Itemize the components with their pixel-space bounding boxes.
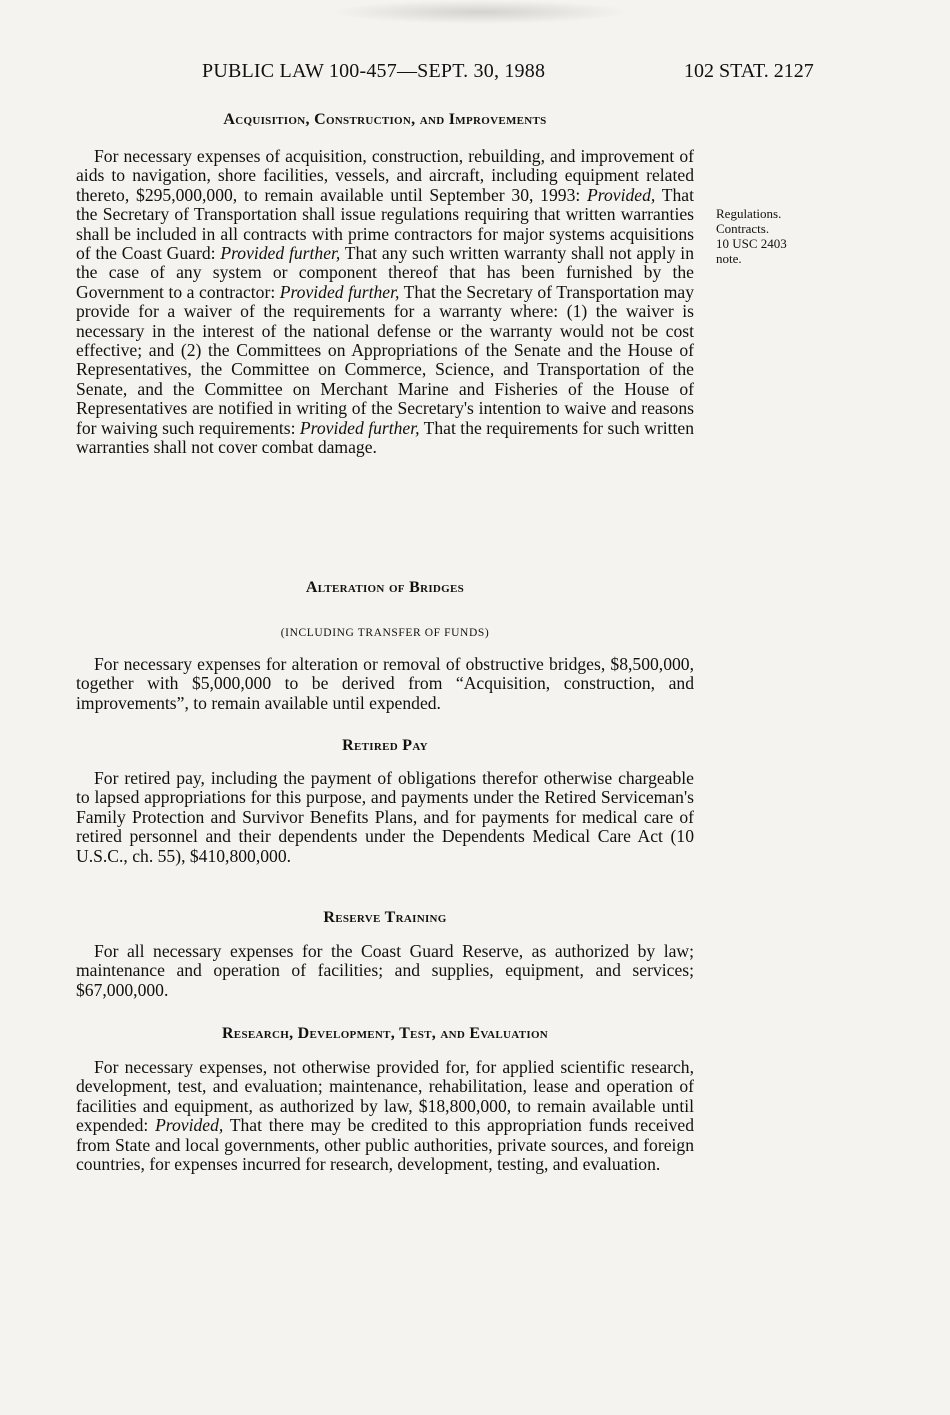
text-run: That there may be credited to this appropriation funds received from State and local governments, other public authorities, private sources, and foreign countries, for expenses incurred for research, development, testing, and evaluation. (76, 1115, 695, 1175)
text-run: That the requirements for such written warranties shall not cover combat damage. (76, 417, 694, 458)
section-retired-pay-body (76, 769, 694, 866)
section-bridges (76, 578, 694, 597)
text-run: That the Secretary of Transportation may provide for a waiver of the requirements for a warranty where: (1) the waiver is necessary in the interest of the national defense or the warranty would not be cost effective; and (2) the Committees on Appropriations of the Senate and the House of Representatives, the Committee on Commerce, Science, and Transportation of the Senate, and the Committee on Merchant Marine and Fisheries of the House of Representatives are notified in writing of the Secretary's intention to waive and reasons for waiving such requirements: (76, 281, 694, 438)
section-heading: Reserve Training (323, 909, 447, 926)
section-reserve-training (76, 908, 694, 927)
margin-note (716, 206, 836, 266)
page-header (0, 60, 950, 90)
margin-note-line: Contracts. (716, 221, 770, 236)
section-acquisition (76, 110, 694, 129)
section-retired-pay (76, 736, 694, 755)
section-reserve-training-body (76, 942, 694, 1000)
paragraph: For retired pay, including the payment of obligations therefor otherwise chargeable to lapsed appropriations for this purpose, and payments under the Retired Serviceman's Family Protection and Survivor Benefits Plans, and for payments for medical care of retired personnel and their dependents under the Dependents Medical Care Act (10 U.S.C., ch. 55), $410,800,000. (76, 768, 694, 866)
text-run: For necessary expenses of acquisition, construction, rebuilding, and improvement of aids to navigation, shore facilities, vessels, and aircraft, including equipment related thereto, $295,000,000, to remain available until September 30, 1993: (76, 146, 694, 205)
italic-run: Provided, (155, 1115, 224, 1136)
paragraph (76, 1058, 694, 1174)
section-heading: Alteration of Bridges (305, 579, 465, 596)
text-run: That the Secretary of Transportation shall issue regulations requiring that written warranties shall be included in all contracts with prime contractors for major systems acquisitions of the Coast Guard: (76, 184, 694, 264)
section-bridges-sub (76, 624, 694, 643)
margin-note-line: 10 USC 2403 (716, 236, 787, 251)
paragraph: For all necessary expenses for the Coast Guard Reserve, as authorized by law; maintenance and operation of facilities; and supplies, equipment, and services; $67,000,000. (76, 941, 694, 1000)
section-bridges-body (76, 655, 694, 713)
margin-note-line: note. (716, 251, 742, 266)
header-title: PUBLIC LAW 100-457—SEPT. 30, 1988 (202, 60, 546, 82)
header-page-number: 102 STAT. 2127 (684, 60, 814, 82)
italic-run: Provided further, (299, 417, 420, 438)
margin-note-line: Regulations. (716, 206, 782, 221)
italic-run: Provided further, (279, 281, 400, 302)
section-subheading: (INCLUDING TRANSFER OF FUNDS) (280, 627, 490, 639)
section-heading: Retired Pay (342, 737, 428, 754)
text-run: For necessary expenses, not otherwise provided for, for applied scientific research, development, test, and evaluation; maintenance, rehabilitation, lease and operation of facilities and equipment, as authorized by law, $18,800,000, to remain available until expended: (76, 1057, 694, 1136)
section-research-body (76, 1058, 694, 1174)
paragraph (76, 147, 694, 458)
italic-run: Provided further, (220, 243, 341, 264)
section-heading: Research, Development, Test, and Evaluation (221, 1025, 549, 1042)
italic-run: Provided, (587, 184, 656, 205)
paragraph: For necessary expenses for alteration or removal of obstructive bridges, $8,500,000, together with $5,000,000 to be derived from “Acquisition, construction, and improvements”, to remain available until expended. (76, 654, 694, 713)
text-run: That any such written warranty shall not apply in the case of any system or component thereof that has been furnished by the Government to a contractor: (76, 243, 694, 302)
section-acquisition-body (76, 147, 694, 458)
scan-smudge (330, 0, 630, 24)
section-research (76, 1024, 694, 1043)
section-heading: Acquisition, Construction, and Improvements (223, 111, 547, 128)
